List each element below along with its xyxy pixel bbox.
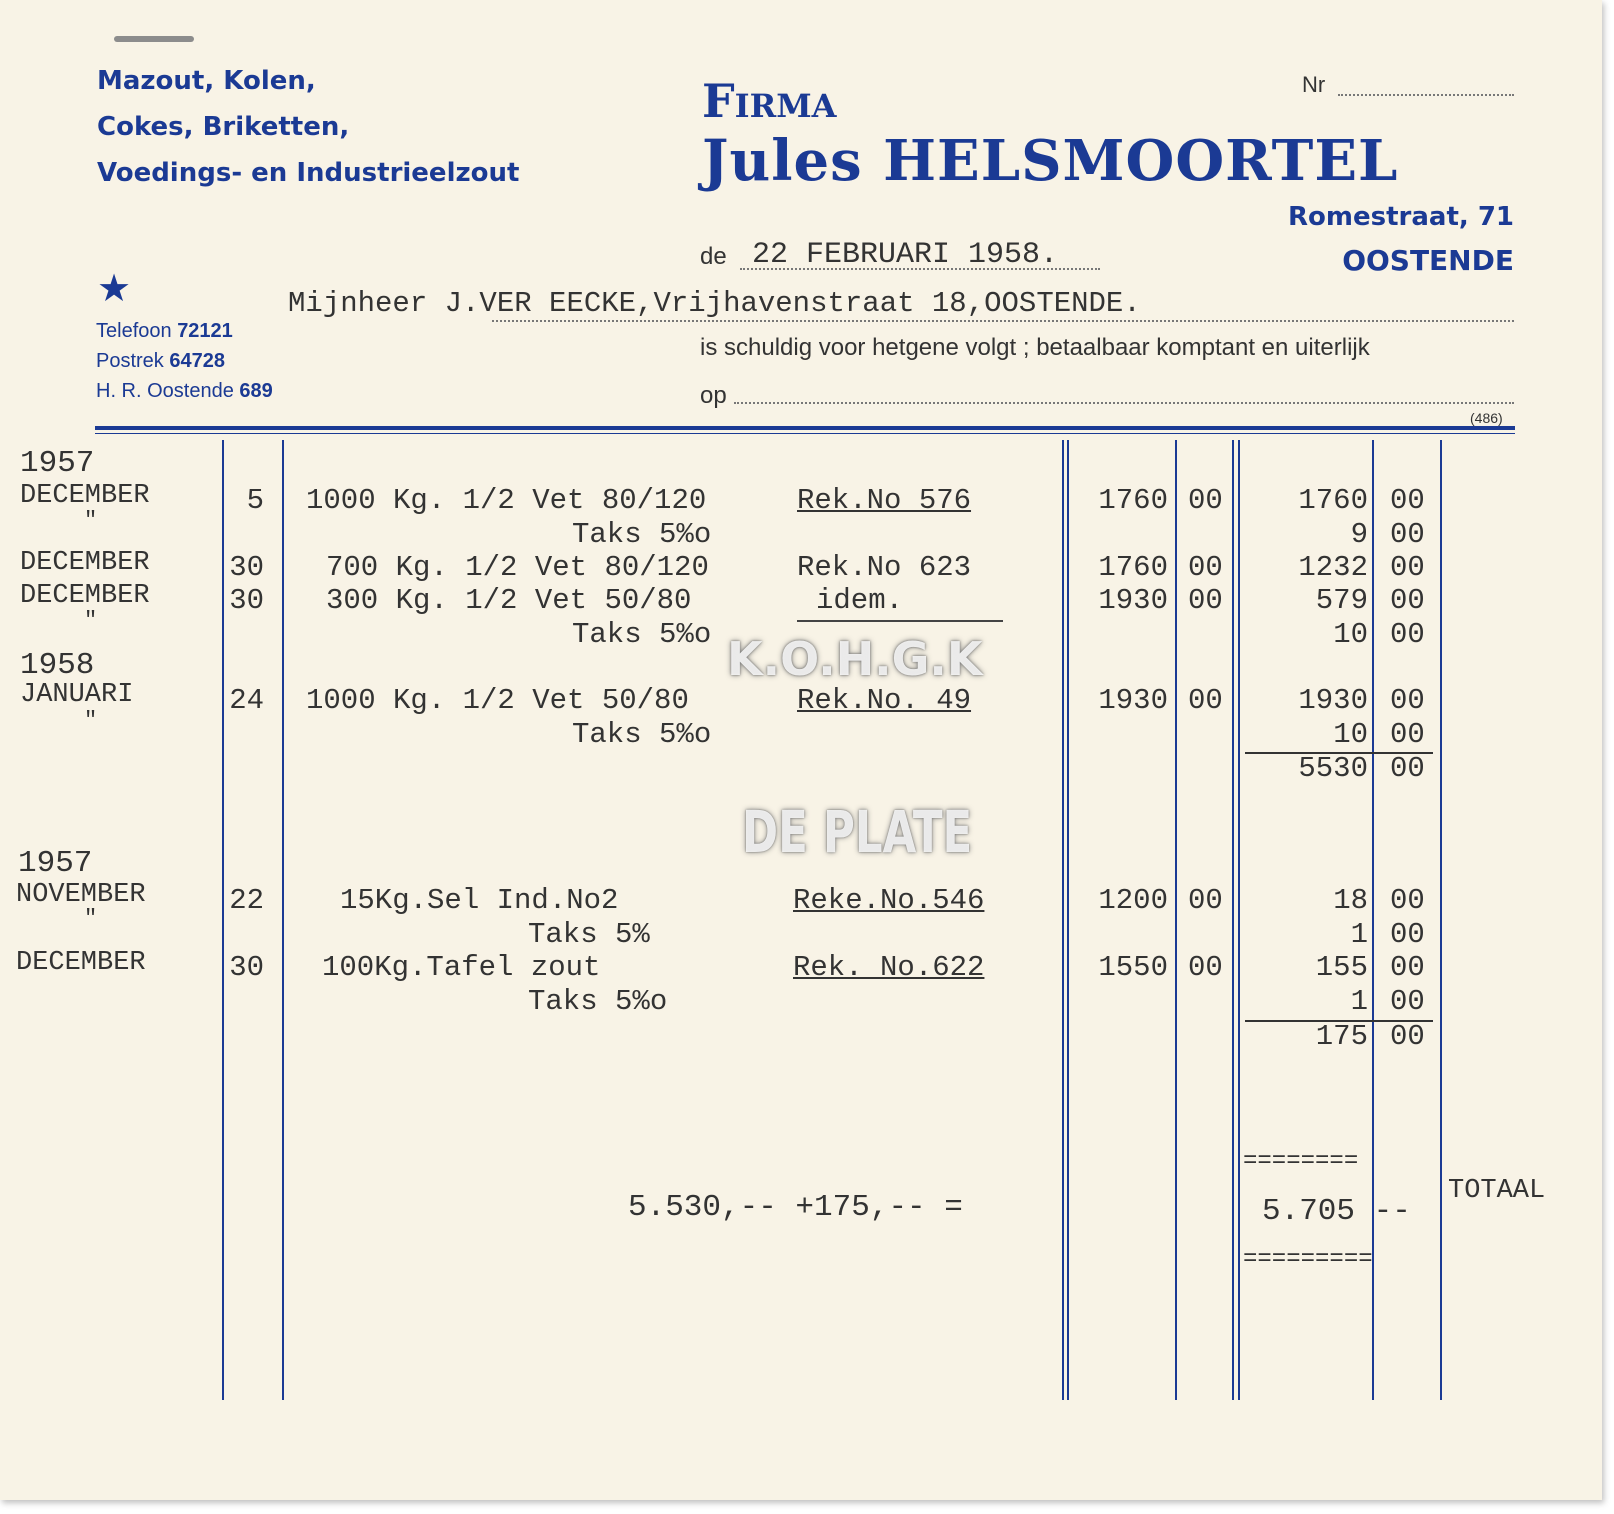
products-line-1: Mazout, Kolen, — [97, 66, 316, 96]
row-reference: Rek. No.622 — [793, 951, 985, 984]
row-unit-price: 1930 — [1098, 684, 1168, 717]
total-sum-expression: 5.530,-- +175,-- = — [628, 1190, 963, 1225]
nr-dotted-line — [1338, 94, 1514, 96]
double-rule-top: ======== — [1243, 1148, 1359, 1175]
row-amount: 9 — [1350, 518, 1368, 551]
row-unit-price: 1200 — [1098, 884, 1168, 917]
products-line-2: Cokes, Briketten, — [97, 112, 350, 142]
reference-underline — [797, 620, 1003, 622]
staple-mark — [114, 36, 194, 42]
date-prefix: de — [700, 243, 727, 270]
row-amount-cents: 00 — [1390, 518, 1425, 551]
row-description: 100Kg.Tafel zout — [322, 951, 601, 984]
row-unit-price-cents: 00 — [1188, 484, 1223, 517]
row-amount: 18 — [1333, 884, 1368, 917]
firm-city: OOSTENDE — [1342, 244, 1514, 277]
row-amount-cents: 00 — [1390, 951, 1425, 984]
row-amount: 1760 — [1298, 484, 1368, 517]
row-amount: 1930 — [1298, 684, 1368, 717]
row-description: Taks 5%o — [572, 718, 712, 751]
telefoon-line — [96, 320, 233, 343]
row-unit-price-cents: 00 — [1188, 884, 1223, 917]
row-unit-price: 1760 — [1098, 484, 1168, 517]
row-unit-price-cents: 00 — [1188, 684, 1223, 717]
header-rule-thin — [95, 433, 1515, 434]
row-amount-cents: 00 — [1390, 718, 1425, 751]
row-month: DECEMBER — [20, 581, 150, 611]
star-icon: ★ — [97, 268, 132, 310]
row-description: Taks 5%o — [528, 985, 668, 1018]
row-description: 1000 Kg. 1/2 Vet 80/120 — [306, 484, 707, 517]
row-month: DECEMBER — [20, 548, 150, 578]
row-month: NOVEMBER — [16, 880, 146, 910]
year-label: 1957 — [20, 446, 95, 481]
firm-name: Jules HELSMOORTEL — [702, 128, 1399, 194]
row-description: Taks 5% — [528, 918, 650, 951]
double-rule-bottom: ========= — [1243, 1246, 1373, 1273]
row-day: 30 — [229, 584, 264, 617]
op-label: op — [700, 382, 727, 409]
row-month: DECEMBER — [16, 948, 146, 978]
col-sep-amount-cents — [1440, 440, 1442, 1400]
grand-total: 5.705 -- — [1262, 1194, 1411, 1229]
products-line-3: Voedings- en Industrieelzout — [97, 158, 520, 188]
subtotal-amount: 175 — [1315, 1020, 1368, 1053]
header-rule-thick — [95, 426, 1515, 430]
row-unit-price: 1760 — [1098, 551, 1168, 584]
row-unit-price-cents: 00 — [1188, 584, 1223, 617]
hr-line — [96, 380, 273, 403]
ditto-mark: " — [84, 608, 98, 633]
row-amount: 1 — [1350, 918, 1368, 951]
row-reference: Rek.No 623 — [797, 551, 972, 584]
row-description: Taks 5%o — [572, 618, 712, 651]
postrek-value: 64728 — [169, 350, 225, 372]
recipient-dotted-line — [492, 320, 1514, 322]
op-dotted-line — [734, 402, 1514, 404]
row-day: 24 — [229, 684, 264, 717]
firm-street: Romestraat, 71 — [1288, 202, 1514, 232]
row-unit-price: 1930 — [1098, 584, 1168, 617]
ditto-mark: " — [84, 708, 98, 733]
row-amount: 155 — [1315, 951, 1368, 984]
row-reference: idem. — [816, 584, 904, 617]
row-unit-price-cents: 00 — [1188, 551, 1223, 584]
row-reference: Rek.No 576 — [797, 484, 972, 517]
firma-label: Firma — [702, 74, 837, 128]
row-amount-cents: 00 — [1390, 985, 1425, 1018]
row-description: 300 Kg. 1/2 Vet 50/80 — [326, 584, 692, 617]
year-label: 1957 — [18, 846, 93, 881]
subtotal-cents: 00 — [1390, 752, 1425, 785]
subtotal-amount: 5530 — [1298, 752, 1368, 785]
telefoon-value: 72121 — [177, 320, 233, 342]
year-label: 1958 — [20, 648, 95, 683]
postrek-label: Postrek — [96, 350, 164, 372]
row-description: 15Kg.Sel Ind.No2 — [340, 884, 619, 917]
row-day: 5 — [246, 484, 264, 517]
row-amount: 10 — [1333, 618, 1368, 651]
row-amount-cents: 00 — [1390, 918, 1425, 951]
hr-value: 689 — [239, 380, 273, 402]
col-sep-price — [1175, 440, 1177, 1400]
col-sep-price-cents-a — [1232, 440, 1234, 1400]
row-amount: 579 — [1315, 584, 1368, 617]
ditto-mark: " — [84, 906, 98, 931]
col-sep-day — [282, 440, 284, 1400]
hr-label: H. R. Oostende — [96, 380, 234, 402]
subtotal-cents: 00 — [1390, 1020, 1425, 1053]
recipient: Mijnheer J.VER EECKE,Vrijhavenstraat 18,OOSTENDE. — [288, 287, 1141, 320]
watermark-line-2: DE PLATE — [742, 798, 973, 866]
row-amount-cents: 00 — [1390, 551, 1425, 584]
totaal-label: TOTAAL — [1448, 1176, 1546, 1206]
row-reference: Reke.No.546 — [793, 884, 985, 917]
row-unit-price-cents: 00 — [1188, 951, 1223, 984]
row-day: 30 — [229, 551, 264, 584]
row-amount-cents: 00 — [1390, 584, 1425, 617]
row-description: 1000 Kg. 1/2 Vet 50/80 — [306, 684, 689, 717]
form-number: (486) — [1470, 410, 1503, 426]
row-day: 22 — [229, 884, 264, 917]
row-month: DECEMBER — [20, 481, 150, 511]
row-amount-cents: 00 — [1390, 484, 1425, 517]
watermark-line-1: K.O.H.G.K — [727, 632, 983, 686]
ditto-mark: " — [84, 508, 98, 533]
row-amount-cents: 00 — [1390, 884, 1425, 917]
row-description: 700 Kg. 1/2 Vet 80/120 — [326, 551, 709, 584]
payment-terms: is schuldig voor hetgene volgt ; betaalbaar komptant en uiterlijk — [700, 334, 1370, 361]
row-day: 30 — [229, 951, 264, 984]
row-amount: 1232 — [1298, 551, 1368, 584]
row-reference: Rek.No. 49 — [797, 684, 972, 717]
row-amount-cents: 00 — [1390, 618, 1425, 651]
row-amount: 10 — [1333, 718, 1368, 751]
invoice-date: 22 FEBRUARI 1958. — [752, 238, 1059, 272]
row-amount: 1 — [1350, 985, 1368, 1018]
telefoon-label: Telefoon — [96, 320, 172, 342]
row-month: JANUARI — [20, 680, 134, 710]
nr-label: Nr — [1302, 72, 1326, 97]
postrek-line — [96, 350, 225, 373]
row-unit-price: 1550 — [1098, 951, 1168, 984]
row-description: Taks 5%o — [572, 518, 712, 551]
row-amount-cents: 00 — [1390, 684, 1425, 717]
